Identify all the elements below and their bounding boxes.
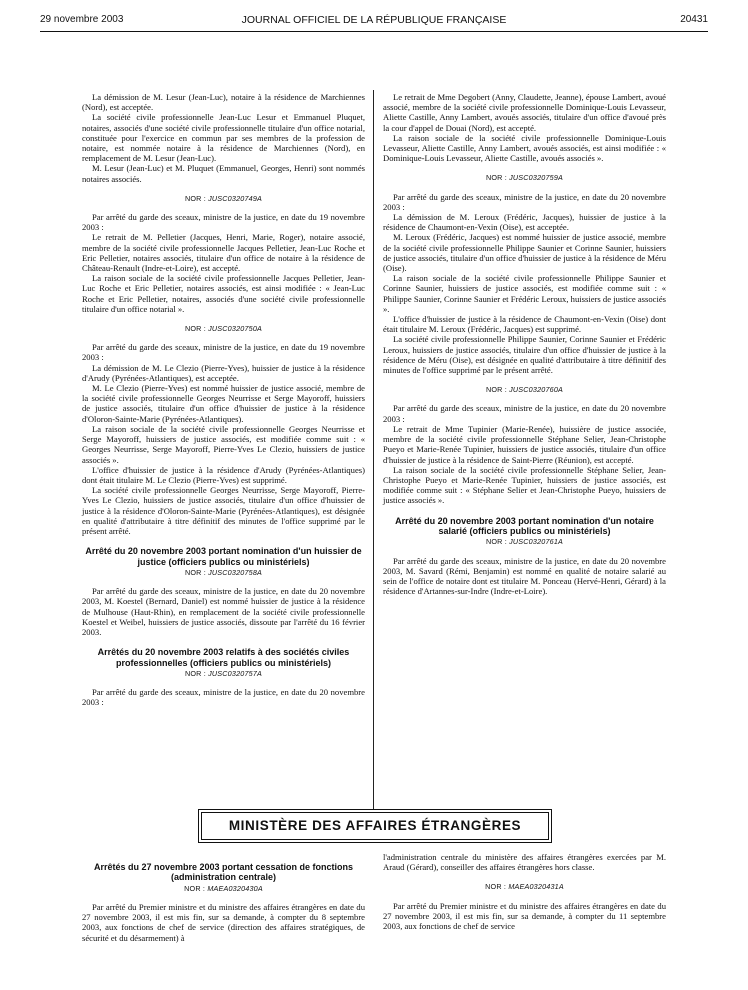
nor-code: JUSC0320759A	[509, 173, 564, 183]
paragraph: M. Leroux (Frédéric, Jacques) est nommé huissier de justice associé, membre de la société civile professionnelle Philippe Saunier et Corinne Saunier, huissiers de justice associés, titulaire d'un office d'huissier de justice à la résidence de Méru (Oise).	[383, 232, 666, 274]
nor-reference	[82, 194, 365, 204]
paragraph: Par arrêté du Premier ministre et du ministre des affaires étrangères en date du 27 novembre 2003, il est mis fin, sur sa demande, à compter du 11 septembre 2003, aux fonctions de chef de service	[383, 900, 666, 932]
nor-reference	[82, 884, 365, 894]
paragraph: M. Le Clezio (Pierre-Yves) est nommé huissier de justice associé, membre de la société civile professionnelle Georges Neurrisse et Serge Mayoroff, huissiers de justice associés, titulaire d'un office d'huissier de justice à la résidence d'Oloron-Sainte-Marie (Pyrénées-Atlantiques).	[82, 383, 365, 424]
paragraph: Par arrêté du Premier ministre et du ministre des affaires étrangères en date du 27 novembre 2003, il est mis fin, sur sa demande, à compter du 8 septembre 2003, aux fonctions de chef de service (direction des affaires stratégiques, de sécurité et du désarmement) à	[82, 902, 365, 943]
paragraph: Par arrêté du garde des sceaux, ministre de la justice, en date du 20 novembre 2003, M. Savard (Rémi, Benjamin) est nommé en qualité de notaire salarié au sein de l'office de notaire dont est titulaire M. Ponceau (Hervé-Henri, Gérard) à la résidence d'Artannes-sur-Indre (Indre-et-Loire).	[383, 555, 666, 597]
decree-title: Arrêté du 20 novembre 2003 portant nomination d'un huissier de justice (officiers publics ou ministériels)	[85, 546, 362, 567]
paragraph: La démission de M. Lesur (Jean-Luc), notaire à la résidence de Marchiennes (Nord), est acceptée.	[82, 92, 365, 113]
nor-code: MAEA0320430A	[207, 883, 263, 893]
nor-label: NOR :	[184, 883, 206, 893]
header-date: 29 novembre 2003	[40, 14, 124, 25]
decree-title: Arrêté du 20 novembre 2003 portant nomination d'un notaire salarié (officiers publics ou ministériels)	[395, 515, 654, 536]
nor-reference	[383, 173, 666, 183]
left-column	[82, 92, 365, 708]
paragraph: La société civile professionnelle Philippe Saunier, Corinne Saunier et Frédéric Leroux, huissiers de justice associés, titulaire d'un office d'huissier de justice à la résidence de Méru (Oise), est désignée en qualité d'attributaire à titre définitif des minutes de l'office supprimé par le présent arrêté.	[383, 334, 666, 376]
nor-reference	[383, 537, 666, 547]
right-column	[383, 92, 666, 596]
nor-reference	[82, 669, 365, 679]
nor-code: JUSC0320757A	[208, 668, 263, 678]
nor-label: NOR :	[485, 385, 507, 395]
decree-title: Arrêtés du 27 novembre 2003 portant cessation de fonctions (administration centrale)	[93, 862, 354, 883]
paragraph: La raison sociale de la société civile professionnelle Georges Neurrisse et Serge Mayoroff, huissiers de justice associés, est modifiée comme suit : « Georges Neurrisse, Serge Mayoroff, Pierre-Yves Le Clezio, huissiers de justice associés ».	[82, 423, 365, 465]
paragraph: Le retrait de Mme Degobert (Anny, Claudette, Jeanne), épouse Lambert, avoué associé, membre de la société civile professionnelle Dominique-Louis Levasseur, Aliette Castille, Anny Lambert, avoués associés, titulaire d'un office d'avoué près la cour d'appel de Douai (Nord), est accepté.	[383, 92, 666, 133]
page-header	[40, 12, 708, 30]
nor-reference	[82, 568, 365, 578]
paragraph: La raison sociale de la société civile professionnelle Jacques Pelletier, Jean-Luc Roche et Eric Pelletier, notaires associés, est ainsi modifiée : « Jean-Luc Roche et Eric Pelletier, notaires, associés d'une société civile professionnelle titulaire d'un office notarial ».	[82, 273, 365, 314]
bottom-right-column	[383, 852, 666, 931]
nor-label: NOR :	[184, 324, 206, 334]
nor-code: JUSC0320749A	[208, 193, 263, 203]
nor-reference	[383, 385, 666, 395]
nor-code: JUSC0320750A	[208, 324, 263, 334]
paragraph: Par arrêté du garde des sceaux, ministre de la justice, en date du 20 novembre 2003 :	[383, 191, 666, 212]
nor-reference	[383, 882, 666, 892]
paragraph: L'office d'huissier de justice à la résidence de Chaumont-en-Vexin (Oise) dont était titulaire M. Leroux (Frédéric, Jacques) est supprimé.	[383, 314, 666, 335]
paragraph: Par arrêté du garde des sceaux, ministre de la justice, en date du 20 novembre 2003 :	[383, 403, 666, 424]
paragraph: l'administration centrale du ministère des affaires étrangères exercées par M. Araud (Gérard), conseiller des affaires étrangères hors classe.	[383, 852, 666, 873]
column-divider	[373, 90, 374, 810]
nor-code: JUSC0320761A	[509, 537, 564, 547]
paragraph: La raison sociale de la société civile professionnelle Stéphane Selier, Jean-Christophe Pueyo et Marie-Renée Tupinier, huissiers de justice associés, est modifiée comme suit : « Stéphane Selier et Jean-Christophe Pueyo, huissiers de justice associés ».	[383, 464, 666, 506]
paragraph: Par arrêté du garde des sceaux, ministre de la justice, en date du 20 novembre 2003, M. Koestel (Bernard, Daniel) est nommé huissier de justice à la résidence de Mulhouse (Haut-Rhin), en remplacement de la société civile professionnelle Koestel et Weibel, huissiers de justice associés, dissoute par l'arrêté du 16 février 2003.	[82, 586, 365, 637]
paragraph: Le retrait de Mme Tupinier (Marie-Renée), huissière de justice associée, membre de la société civile professionnelle Stéphane Selier, Jean-Christophe Pueyo et Marie-Renée Tupinier, huissiers de justice associés, titulaire d'un office d'huissier de justice à la résidence de Saint-Pierre (Réunion), est accepté.	[383, 423, 666, 465]
decree-title: Arrêtés du 20 novembre 2003 relatifs à des sociétés civiles professionnelles (officiers publics ou ministériels)	[97, 647, 350, 668]
nor-code: MAEA0320431A	[508, 882, 564, 892]
nor-reference	[82, 324, 365, 334]
nor-label: NOR :	[485, 173, 507, 183]
paragraph: Le retrait de M. Pelletier (Jacques, Henri, Marie, Roger), notaire associé, membre de la société civile professionnelle Jacques Pelletier, Jean-Luc Roche et Eric Pelletier, notaires associés, titulaire d'un office de notaire à la résidence de Château-Renault (Indre-et-Loire), est accepté.	[82, 232, 365, 274]
nor-code: JUSC0320758A	[208, 567, 263, 577]
header-journal-title: JOURNAL OFFICIEL DE LA RÉPUBLIQUE FRANÇAISE	[241, 14, 507, 26]
paragraph: La raison sociale de la société civile professionnelle Philippe Saunier et Corinne Saunier, huissiers de justice associés, est modifiée comme suit : « Philippe Saunier, Corinne Saunier et Frédéric Leroux, huissiers de justice associés ».	[383, 273, 666, 314]
ministry-heading: MINISTÈRE DES AFFAIRES ÉTRANGÈRES	[201, 812, 549, 840]
paragraph: La société civile professionnelle Jean-Luc Lesur et Emmanuel Pluquet, notaires, associés d'une société civile professionnelle titulaire d'un office notarial, constituée pour l'exercice en commun par ses membres de la profession de notaire, est nommée notaire à la résidence de Marchiennes (Nord), en remplacement de M. Lesur (Jean-Luc).	[82, 112, 365, 164]
bottom-left-column	[82, 852, 365, 943]
paragraph: La société civile professionnelle Georges Neurrisse, Serge Mayoroff, Pierre-Yves Le Clezio, huissiers de justice associés, titulaire d'un office d'huissier de justice à la résidence d'Oloron-Sainte-Marie (Pyrénées-Atlantiques), est désignée en qualité d'attributaire à titre définitif des minutes de l'office supprimé par le présent arrêté.	[82, 485, 365, 536]
nor-label: NOR :	[184, 567, 206, 577]
header-rule	[40, 31, 708, 32]
paragraph: La démission de M. Leroux (Frédéric, Jacques), huissier de justice à la résidence de Chaumont-en-Vexin (Oise), est acceptée.	[383, 212, 666, 233]
nor-label: NOR :	[485, 882, 507, 892]
paragraph: La raison sociale de la société civile professionnelle Dominique-Louis Levasseur, Aliette Castille, Anny Lambert, avoués associés, est ainsi modifiée : « Dominique-Louis Levasseur, Aliette Castille, avoués associés ».	[383, 132, 666, 164]
paragraph: La démission de M. Le Clezio (Pierre-Yves), huissier de justice à la résidence d'Arudy (Pyrénées-Atlantiques), est acceptée.	[82, 362, 365, 383]
nor-label: NOR :	[184, 193, 206, 203]
nor-label: NOR :	[485, 537, 507, 547]
paragraph: Par arrêté du garde des sceaux, ministre de la justice, en date du 19 novembre 2003 :	[82, 212, 365, 233]
nor-label: NOR :	[184, 668, 206, 678]
paragraph: M. Lesur (Jean-Luc) et M. Pluquet (Emmanuel, Georges, Henri) sont nommés notaires associés.	[82, 163, 365, 184]
paragraph: Par arrêté du garde des sceaux, ministre de la justice, en date du 19 novembre 2003 :	[82, 342, 365, 363]
paragraph: L'office d'huissier de justice à la résidence d'Arudy (Pyrénées-Atlantiques) dont était titulaire M. Le Clezio (Pierre-Yves) est supprimé.	[82, 464, 365, 485]
paragraph: Par arrêté du garde des sceaux, ministre de la justice, en date du 20 novembre 2003 :	[82, 687, 365, 708]
header-page-number: 20431	[680, 14, 708, 25]
nor-code: JUSC0320760A	[509, 385, 564, 395]
